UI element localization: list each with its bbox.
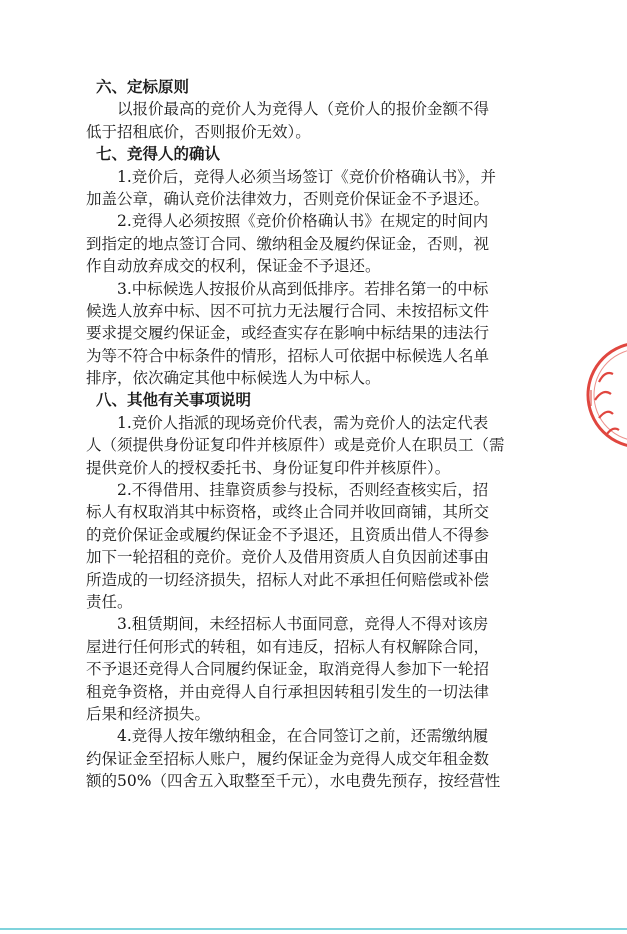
section-heading: 六、定标原则 (96, 77, 190, 96)
paragraph-line: 3.中标候选人按报价从高到低排序。若排名第一的中标 (117, 279, 489, 298)
paragraph-line: 3.租赁期间，未经招标人书面同意，竞得人不得对该房 (117, 615, 489, 634)
paragraph-line: 排序，依次确定其他中标候选人为中标人。 (86, 369, 381, 388)
official-seal-stamp (585, 330, 627, 460)
paragraph-line: 屋进行任何形式的转租，如有违反，招标人有权解除合同， (86, 637, 490, 656)
paragraph-line: 标人有权取消其中标资格，或终止合同并收回商铺，其所交 (86, 503, 490, 522)
section-heading: 八、其他有关事项说明 (96, 390, 252, 410)
paragraph-line: 责任。 (86, 592, 133, 611)
paragraph-line: 提供竞价人的授权委托书、身份证复印件并核原件）。 (86, 458, 451, 477)
paragraph-line: 不予退还竞得人合同履约保证金，取消竞得人参加下一轮招 (86, 660, 490, 679)
paragraph-line: 要求提交履约保证金，或经查实存在影响中标结果的违法行 (86, 324, 490, 343)
paragraph-line: 4.竞得人按年缴纳租金，在合同签订之前，还需缴纳履 (117, 727, 489, 746)
paragraph-line: 加盖公章，确认竞价法律效力，否则竞价保证金不予退还。 (86, 189, 490, 208)
paragraph-line: 2.不得借用、挂靠资质参与投标，否则经查核实后，招 (117, 481, 489, 500)
paragraph-line: 加下一轮招租的竞价。竞价人及借用资质人自负因前述事由 (86, 548, 490, 567)
paragraph-line: 的竞价保证金或履约保证金不予退还，且资质出借人不得参 (86, 525, 490, 544)
paragraph-line: 以报价最高的竞价人为竞得人（竞价人的报价金额不得 (117, 100, 490, 119)
page-bottom-divider (0, 928, 627, 930)
paragraph-line: 后果和经济损失。 (86, 704, 211, 723)
paragraph-line: 1.竞价人指派的现场竞价代表，需为竞价人的法定代表 (117, 413, 489, 432)
paragraph-line: 所造成的一切经济损失，招标人对此不承担任何赔偿或补偿 (86, 570, 490, 589)
paragraph-line: 到指定的地点签订合同、缴纳租金及履约保证金，否则，视 (86, 234, 490, 253)
paragraph-line: 约保证金至招标人账户，履约保证金为竞得人成交年租金数 (86, 749, 490, 768)
paragraph-line: 人（须提供身份证复印件并核原件）或是竞价人在职员工（需 (86, 436, 505, 455)
paragraph-line: 租竞争资格，并由竞得人自行承担因转租引发生的一切法律 (86, 682, 490, 701)
document-body (86, 76, 542, 793)
paragraph-line: 2.竞得人必须按照《竞价价格确认书》在规定的时间内 (117, 212, 489, 231)
paragraph-line: 低于招租底价，否则报价无效）。 (86, 122, 311, 141)
paragraph-line: 候选人放弃中标、因不可抗力无法履行合同、未按招标文件 (86, 301, 490, 320)
paragraph-line: 为等不符合中标条件的情形，招标人可依据中标候选人名单 (86, 346, 490, 365)
section-heading: 七、竞得人的确认 (96, 144, 221, 164)
paragraph-line: 额的50%（四舍五入取整至千元），水电费先预存，按经营性 (86, 772, 501, 791)
paragraph-line: 1.竞价后，竞得人必须当场签订《竞价价格确认书》，并 (117, 167, 497, 186)
paragraph-line: 作自动放弃成交的权利，保证金不予退还。 (86, 257, 381, 276)
